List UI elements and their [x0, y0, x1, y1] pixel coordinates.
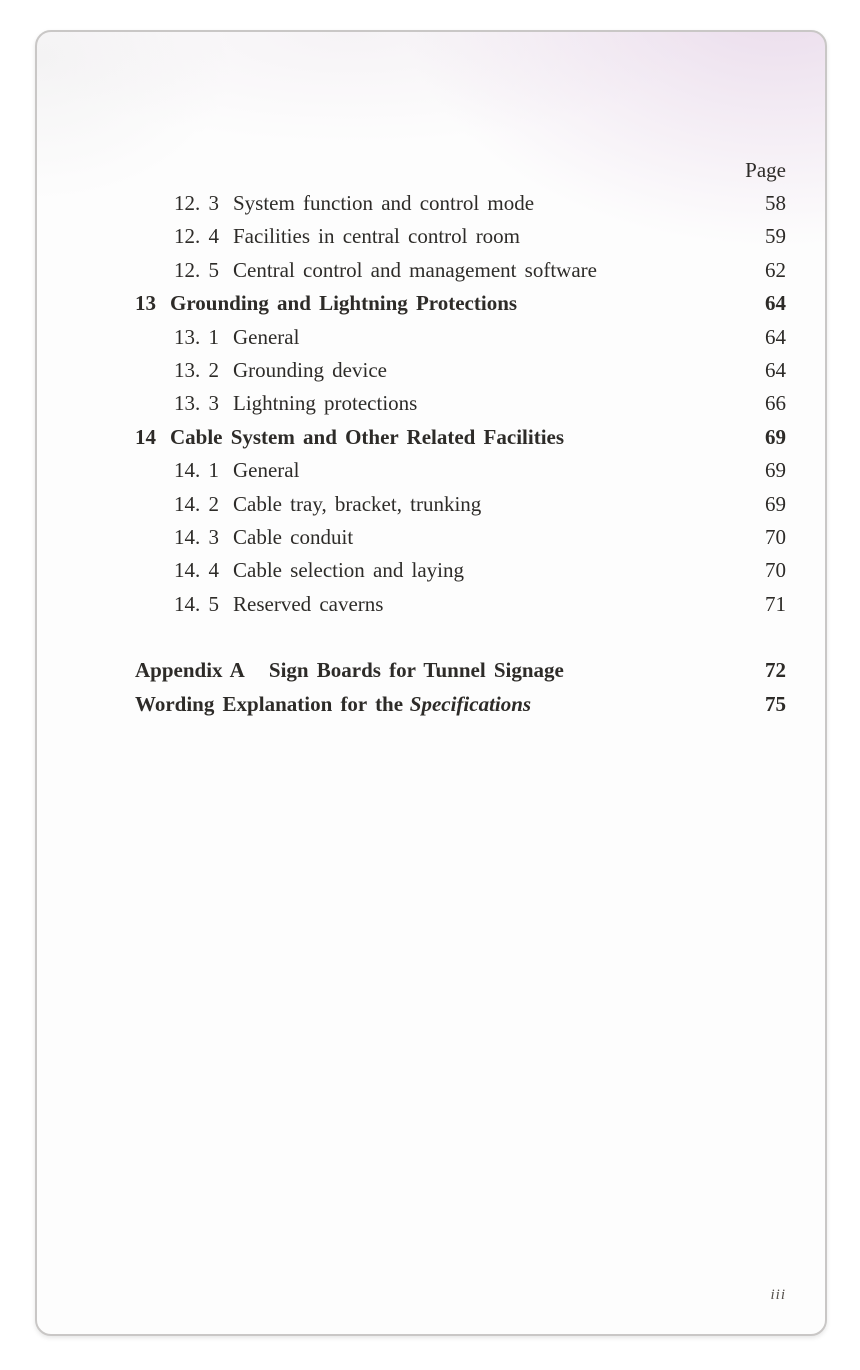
- toc-chapter-entry: [135, 421, 786, 454]
- toc-entry: [135, 588, 786, 621]
- entry-number: 12. 4: [174, 224, 219, 249]
- toc-content: [135, 153, 786, 721]
- appendix-title: Sign Boards for Tunnel Signage: [268, 658, 564, 683]
- entry-title: Lightning protections: [233, 391, 418, 416]
- appendix-label: Appendix A: [135, 658, 245, 683]
- entry-page: 70: [765, 558, 786, 583]
- toc-wording-entry: [135, 688, 786, 721]
- toc-entry: [135, 387, 786, 420]
- entry-number: 14. 2: [174, 491, 219, 516]
- entry-number: 14. 3: [174, 524, 219, 549]
- entry-title: Grounding and Lightning Protections: [170, 291, 518, 316]
- toc-entry: [135, 554, 786, 587]
- entry-page: 72: [765, 658, 786, 683]
- page-column-label: Page: [745, 158, 786, 182]
- entry-title: Grounding device: [233, 357, 387, 382]
- entry-number: 13. 1: [174, 324, 219, 349]
- toc-entry: [135, 321, 786, 354]
- toc-entry: [135, 521, 786, 554]
- entry-page: 66: [765, 391, 786, 416]
- entry-title: Facilities in central control room: [233, 224, 521, 249]
- entry-page: 64: [765, 324, 786, 349]
- entry-number: 14. 1: [174, 458, 219, 483]
- entry-page: 59: [765, 224, 786, 249]
- entry-title: [135, 688, 765, 721]
- entry-title: Cable selection and laying: [233, 558, 465, 583]
- entry-page: 75: [765, 691, 786, 716]
- entry-title: Reserved caverns: [233, 591, 384, 616]
- entry-title: Central control and management software: [233, 257, 597, 282]
- toc-chapter-entry: [135, 287, 786, 320]
- toc-entry: [135, 220, 786, 253]
- entry-title: Cable tray, bracket, trunking: [233, 491, 482, 516]
- entry-number: 14. 4: [174, 558, 219, 583]
- toc-entry: [135, 354, 786, 387]
- entry-page: 71: [765, 591, 786, 616]
- entry-number: 14. 5: [174, 591, 219, 616]
- entry-number: 14: [135, 424, 156, 449]
- entry-number: 13: [135, 291, 156, 316]
- entry-title: Cable conduit: [233, 524, 354, 549]
- entry-number: 13. 3: [174, 391, 219, 416]
- wording-title-prefix: Wording Explanation for the: [135, 691, 404, 716]
- entry-title: System function and control mode: [233, 191, 535, 215]
- entry-page: 69: [765, 458, 786, 483]
- entry-title: General: [233, 458, 300, 483]
- entry-page: 58: [765, 191, 786, 215]
- entry-page: 64: [765, 291, 786, 316]
- page-column-header: [135, 153, 786, 187]
- entry-number: 13. 2: [174, 357, 219, 382]
- toc-entry: [135, 454, 786, 487]
- entry-number: 12. 5: [174, 257, 219, 282]
- page-sheet: [35, 30, 827, 1336]
- entry-number: 12. 3: [174, 191, 219, 215]
- folio-page-number: iii: [770, 1287, 786, 1303]
- wording-title-italic: Specifications: [409, 691, 532, 716]
- entry-title: [135, 654, 765, 687]
- toc-entry: [135, 488, 786, 521]
- entry-page: 70: [765, 524, 786, 549]
- entry-title: General: [233, 324, 300, 349]
- toc-entry: [135, 254, 786, 287]
- entry-page: 69: [765, 424, 786, 449]
- entry-page: 62: [765, 257, 786, 282]
- entry-page: 69: [765, 491, 786, 516]
- toc-appendix-entry: [135, 654, 786, 687]
- entry-title: Cable System and Other Related Facilities: [170, 424, 565, 449]
- entry-page: 64: [765, 357, 786, 382]
- toc-entry: [135, 187, 786, 220]
